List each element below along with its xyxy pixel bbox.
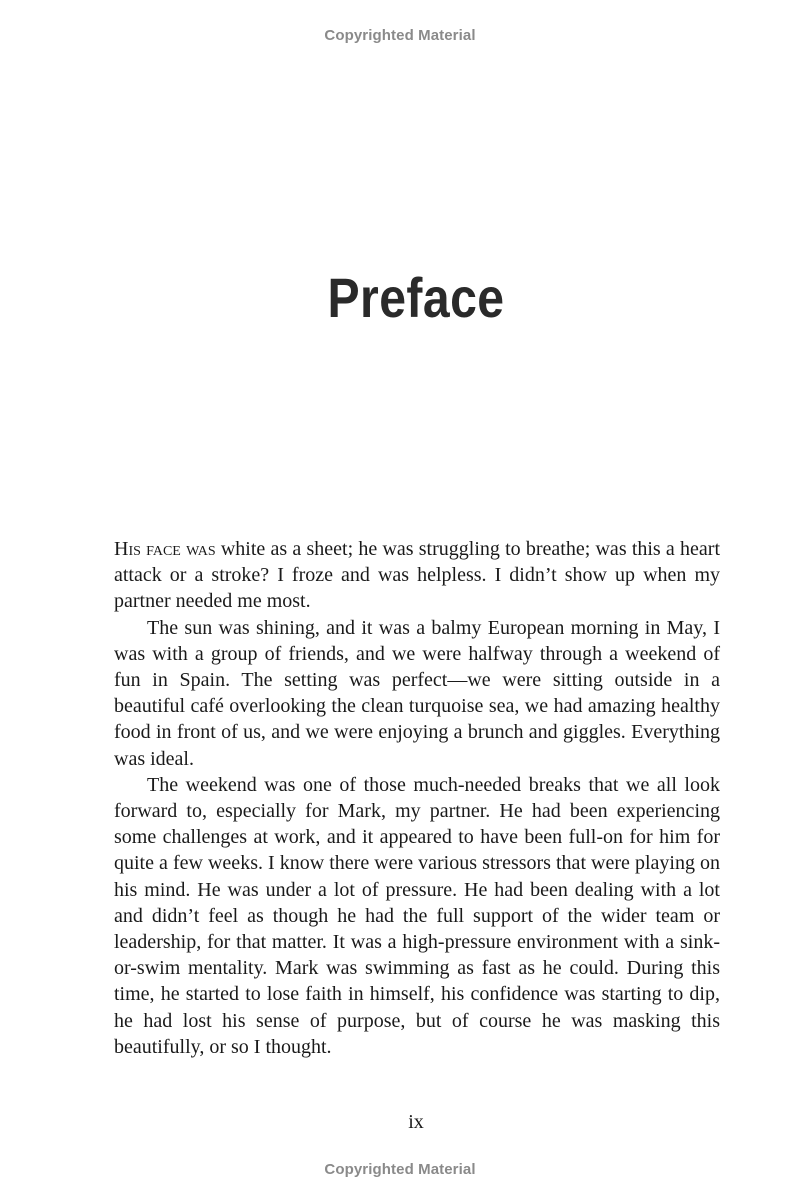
opening-smallcaps: His face was: [114, 538, 216, 560]
page-number: ix: [408, 1111, 424, 1133]
copyright-watermark-bottom: Copyrighted Material: [324, 1161, 476, 1178]
paragraph-3: The weekend was one of those much-needed breaks that we all look forward to, especially for Mark, my partner. He had been experiencing some challenges at work, and it appeared to have been full-on for him for quite a few weeks. I know there were various stressors that were playing on his mind. He was under a lot of pressure. He had been dealing with a lot and didn’t feel as though he had the full support of the wider team or leadership, for that matter. It was a high-pressure environment with a sink-or-swim mentality. Mark was swimming as fast as he could. During this time, he started to lose faith in himself, his confidence was starting to dip, he had lost his sense of purpose, but of course he was masking this beautifully, or so I thought.: [114, 773, 720, 1058]
body-text: [114, 536, 720, 1060]
copyright-watermark-top: Copyrighted Material: [324, 27, 476, 44]
paragraph-2: The sun was shining, and it was a balmy European morning in May, I was with a group of friends, and we were halfway through a weekend of fun in Spain. The setting was perfect—we were sitting outside in a beautiful café overlooking the clean turquoise sea, we had amazing healthy food in front of us, and we were enjoying a brunch and giggles. Everything was ideal.: [114, 616, 720, 770]
chapter-title: Preface: [327, 265, 505, 329]
paragraph-1: [114, 536, 720, 615]
paragraph-1-text: white as a sheet; he was struggling to breathe; was this a heart attack or a stroke? I froze and was helpless. I didn’t show up when my partner needed me most.: [114, 538, 720, 613]
